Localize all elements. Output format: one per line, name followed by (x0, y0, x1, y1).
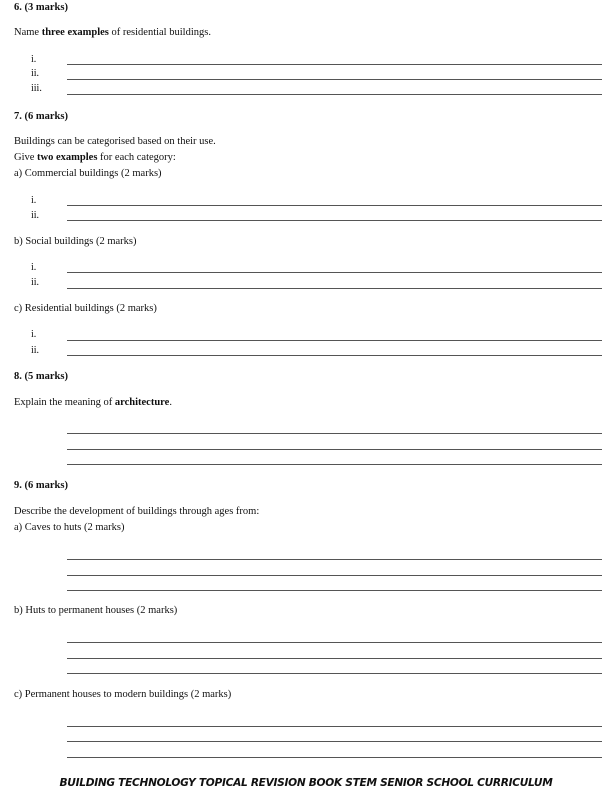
q7a-answer-line-2[interactable] (67, 220, 602, 221)
q7b-numeral-ii: ii. (31, 277, 40, 288)
q9-heading: 9. (6 marks) (14, 480, 68, 491)
q6-numeral-iii: iii. (31, 83, 42, 94)
q8-answer-line-3[interactable] (67, 464, 602, 465)
q7-line2-post: for each category: (97, 152, 176, 163)
q6-numeral-i: i. (31, 54, 37, 65)
q9c-label: c) Permanent houses to modern buildings (2 marks) (14, 689, 232, 700)
q9c-answer-line-2[interactable] (67, 741, 602, 742)
q7-line2-bold: two examples (37, 152, 98, 163)
q8-prompt-bold: architecture (114, 397, 170, 408)
q8-answer-line-2[interactable] (67, 449, 602, 450)
q6-prompt-pre: Name (14, 27, 42, 38)
page-footer: BUILDING TECHNOLOGY TOPICAL REVISION BOOK STEM SENIOR SCHOOL CURRICULUM (59, 777, 553, 789)
q9a-answer-line-3[interactable] (67, 590, 602, 591)
q7c-numeral-i: i. (31, 329, 37, 340)
q9b-label: b) Huts to permanent houses (2 marks) (14, 605, 178, 616)
q9a-answer-line-1[interactable] (67, 559, 602, 560)
q9-intro: Describe the development of buildings through ages from: (14, 506, 260, 517)
q7c-answer-line-1[interactable] (67, 340, 602, 341)
q9b-answer-line-1[interactable] (67, 642, 602, 643)
q7c-answer-line-2[interactable] (67, 355, 602, 356)
q6-prompt-post: of residential buildings. (108, 27, 211, 38)
q7b-answer-line-2[interactable] (67, 288, 602, 289)
q7a-label: a) Commercial buildings (2 marks) (14, 168, 162, 179)
q8-prompt-post: . (169, 397, 172, 408)
q9a-label: a) Caves to huts (2 marks) (14, 522, 125, 533)
q9c-answer-line-1[interactable] (67, 726, 602, 727)
q7b-label: b) Social buildings (2 marks) (14, 236, 137, 247)
q7-intro-line2 (14, 152, 176, 163)
q8-heading: 8. (5 marks) (14, 371, 68, 382)
q6-answer-line-1[interactable] (67, 64, 602, 65)
q6-answer-line-3[interactable] (67, 94, 602, 95)
q9b-answer-line-3[interactable] (67, 673, 602, 674)
q8-prompt (14, 397, 172, 408)
q7c-label: c) Residential buildings (2 marks) (14, 303, 157, 314)
q6-numeral-ii: ii. (31, 68, 40, 79)
q7a-numeral-ii: ii. (31, 210, 40, 221)
q6-prompt (14, 27, 211, 38)
q9b-answer-line-2[interactable] (67, 658, 602, 659)
q9c-answer-line-3[interactable] (67, 757, 602, 758)
q7a-answer-line-1[interactable] (67, 205, 602, 206)
q6-answer-line-2[interactable] (67, 79, 602, 80)
q8-answer-line-1[interactable] (67, 433, 602, 434)
q9a-answer-line-2[interactable] (67, 575, 602, 576)
q7a-numeral-i: i. (31, 195, 37, 206)
q7b-answer-line-1[interactable] (67, 272, 602, 273)
q7c-numeral-ii: ii. (31, 345, 40, 356)
q7-intro-line1: Buildings can be categorised based on their use. (14, 136, 216, 147)
q7-line2-pre: Give (14, 152, 38, 163)
q8-prompt-pre: Explain the meaning of (14, 397, 115, 408)
q7-heading: 7. (6 marks) (14, 111, 68, 122)
q7b-numeral-i: i. (31, 262, 37, 273)
q6-heading: 6. (3 marks) (14, 2, 68, 13)
q6-prompt-bold: three examples (41, 27, 109, 38)
